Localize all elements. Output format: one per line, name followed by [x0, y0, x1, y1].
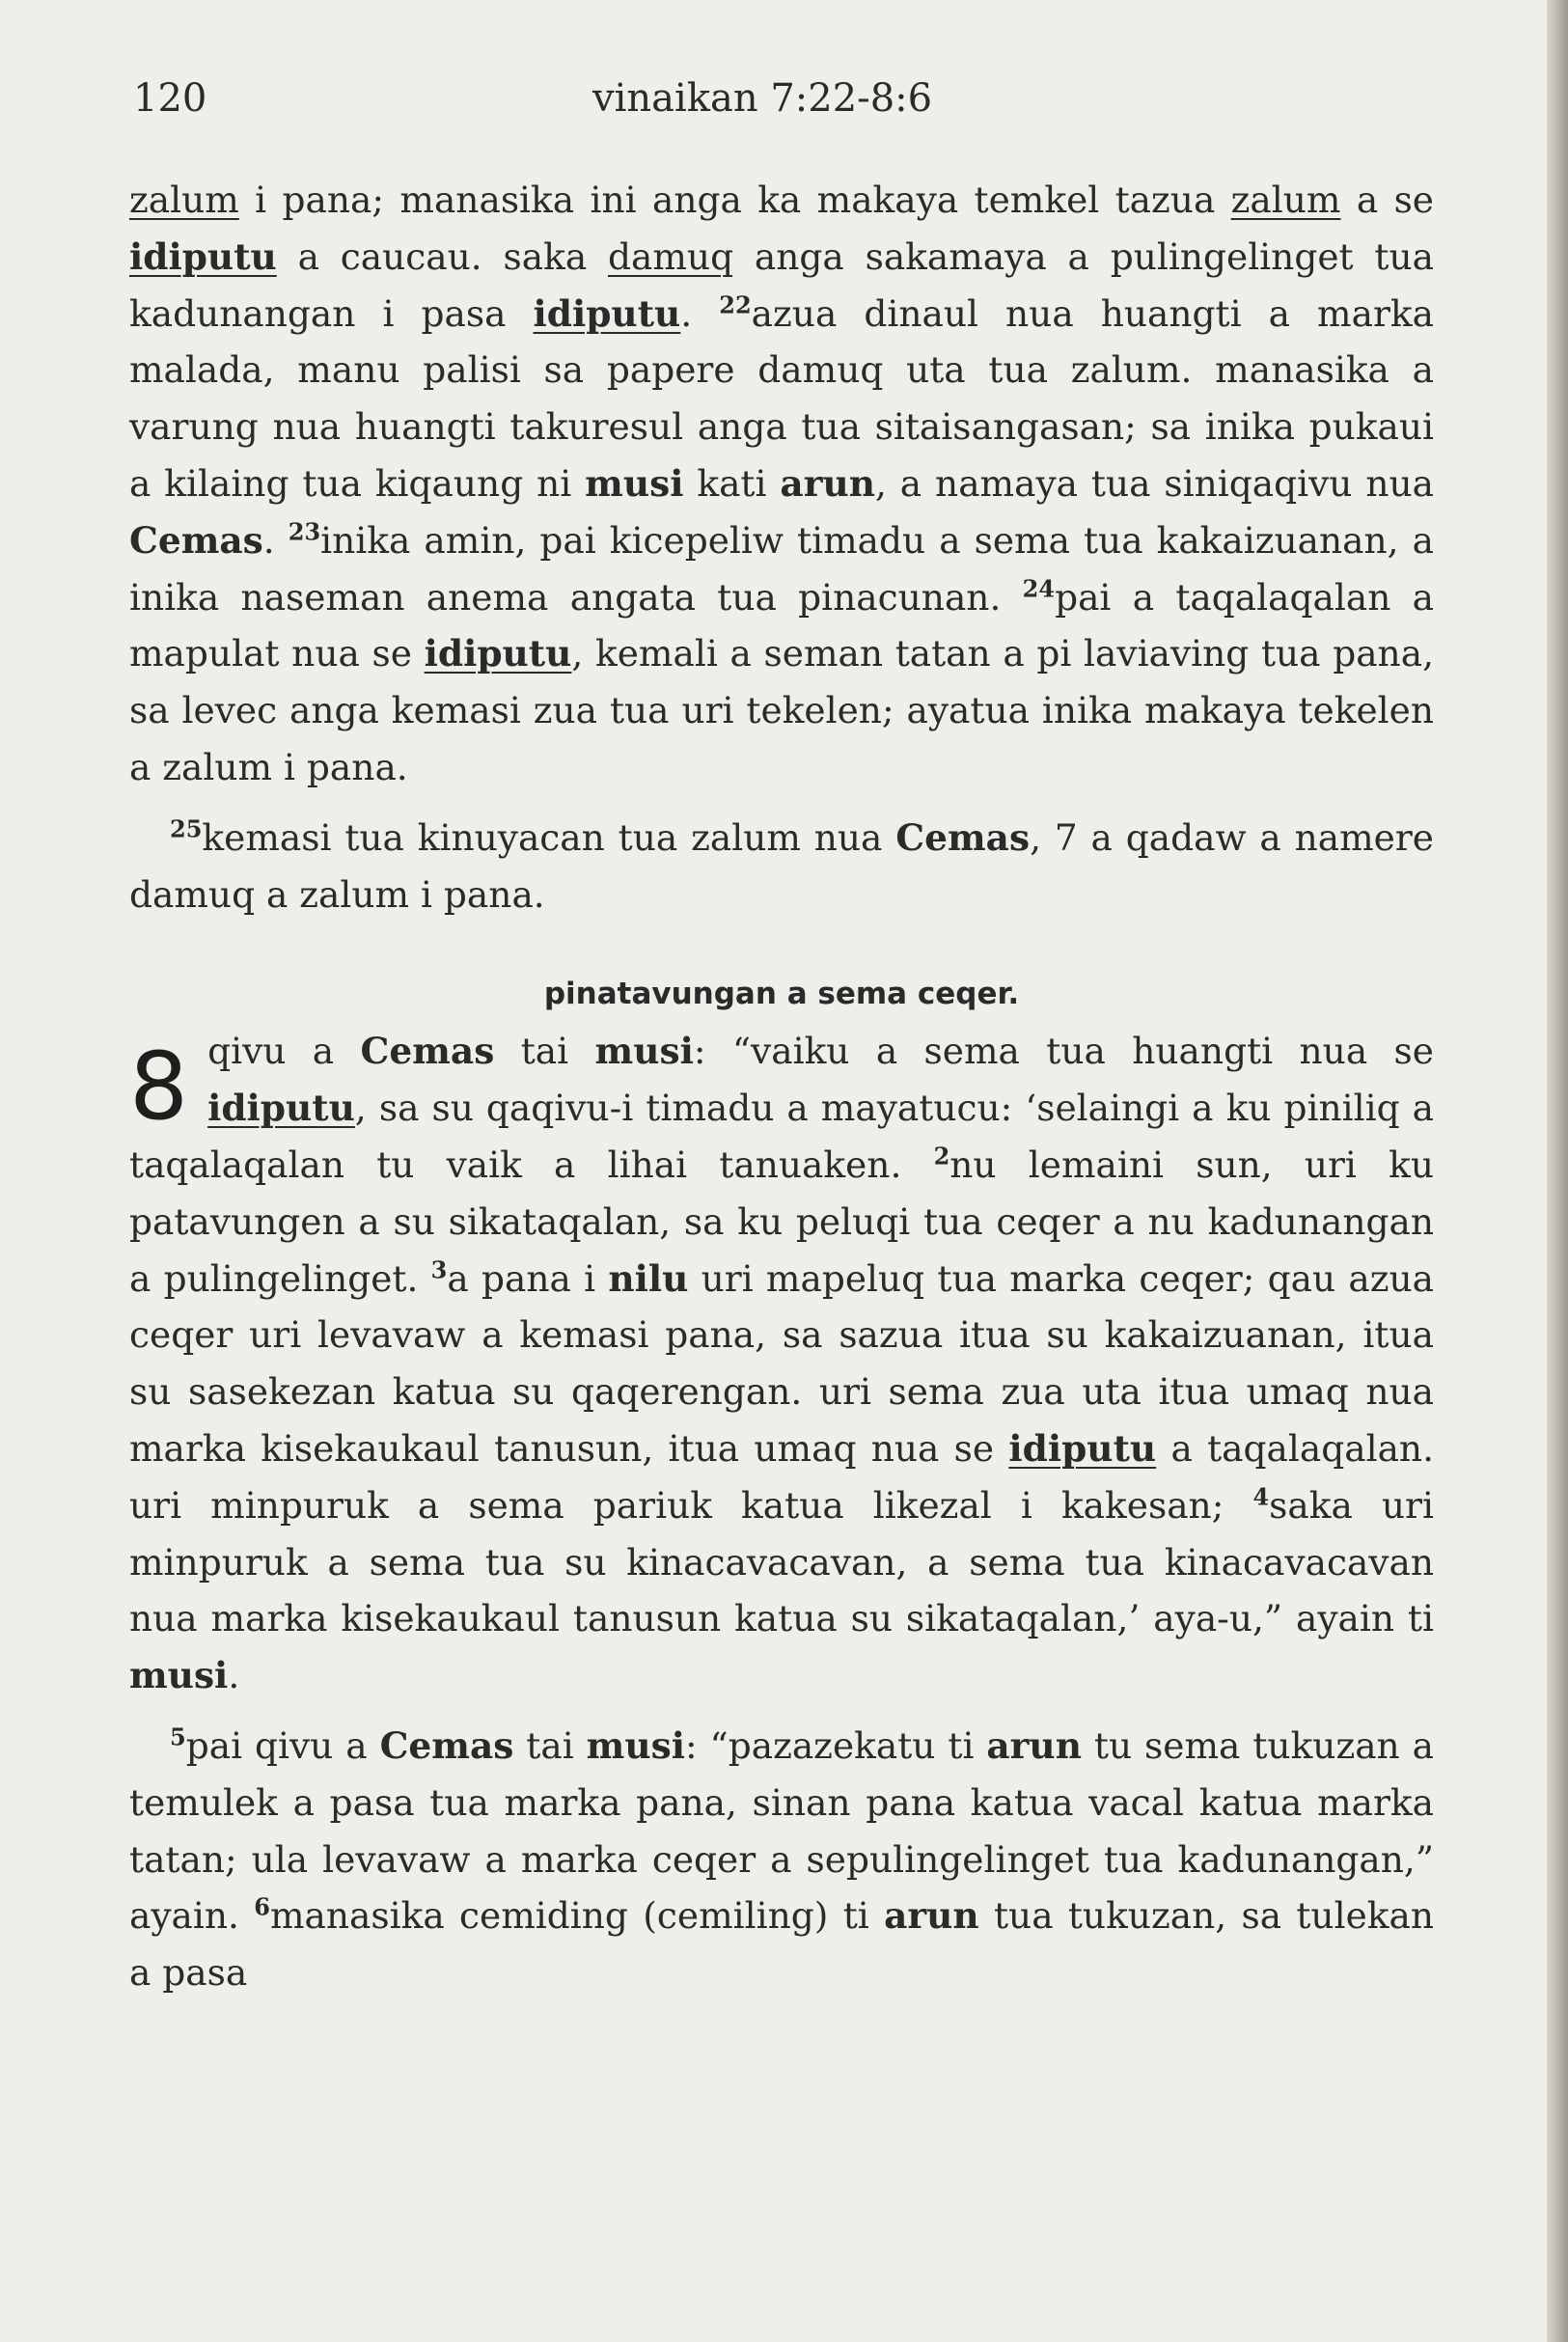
- text-run: pai qivu a: [185, 1723, 380, 1767]
- verse-number: 4: [1252, 1482, 1270, 1511]
- text-run: tai: [513, 1723, 587, 1767]
- bold-term: idiputu: [207, 1087, 355, 1130]
- text-run: nu lemaini sun, uri ku patavungen a su sikataqalan, sa ku peluqi tua ceqer a nu kadunangan a pulingelinget.: [129, 1143, 1434, 1300]
- underlined-term: damuq: [608, 234, 734, 278]
- bold-term: musi: [586, 1723, 685, 1767]
- bold-term: arun: [986, 1723, 1082, 1767]
- text-run: , sa su qaqivu-i timadu a mayatucu: ‘selaingi a ku piniliq a taqalaqalan tu vaik a lihai tanuaken.: [129, 1087, 1434, 1186]
- text-run: pai a taqalaqalan a mapulat nua se: [129, 575, 1434, 675]
- verse-number: 3: [430, 1255, 448, 1284]
- text-run: i pana; manasika ini anga ka makaya temkel tazua: [238, 179, 1231, 221]
- verse-number: 6: [254, 1892, 270, 1921]
- bold-term: arun: [884, 1894, 979, 1938]
- underlined-term: zalum: [129, 179, 239, 221]
- text-run: a pana i: [447, 1256, 609, 1300]
- running-title: vinaikan 7:22-8:6: [592, 76, 933, 121]
- text-run: anga sakamaya a pulingelinget tua kadunangan i pasa: [129, 234, 1434, 335]
- bold-term: nilu: [608, 1256, 689, 1300]
- paragraph: [129, 1718, 1434, 2001]
- text-run: azua dinaul nua huangti a marka malada, manu palisi sa papere damuq uta tua zalum. manasika a varung nua huangti takuresul anga tua sitaisangasan; sa inika pukaui a kilaing tua kiqaung ni: [129, 291, 1434, 505]
- underlined-term: zalum: [1230, 179, 1341, 221]
- bold-term: musi: [585, 461, 684, 505]
- verse-number: 22: [719, 290, 752, 319]
- text-run: .: [680, 291, 720, 335]
- bold-term: musi: [594, 1030, 694, 1073]
- text-run: a se: [1340, 179, 1435, 221]
- bold-term: musi: [129, 1654, 229, 1697]
- bold-term: Cemas: [360, 1030, 495, 1073]
- text-run: kati: [683, 461, 781, 505]
- bold-term: Cemas: [129, 518, 263, 562]
- body-text: [129, 172, 1434, 2001]
- text-run: : “pazazekatu ti: [684, 1723, 987, 1767]
- text-run: qivu a: [207, 1030, 361, 1073]
- text-run: manasika cemiding (cemiling) ti: [269, 1894, 885, 1938]
- page-number: 120: [133, 76, 207, 121]
- bold-term: Cemas: [379, 1723, 514, 1767]
- chapter-block: [129, 1023, 1434, 1704]
- text-run: .: [262, 518, 289, 562]
- text-run: uri mapeluq tua marka ceqer; qau azua ceqer uri levavaw a kemasi pana, sa sazua itua su kakaizuanan, itua su sasekezan katua su qaqerengan. uri sema zua uta itua umaq nua marka kisekaukaul tanusun, itua umaq nua se: [129, 1256, 1434, 1470]
- bold-term: idiputu: [424, 632, 572, 675]
- page-header: [133, 69, 1436, 127]
- section-heading: pinatavungan a sema ceqer.: [543, 977, 1020, 1012]
- text-run: tai: [494, 1030, 595, 1073]
- text-run: saka uri minpuruk a sema tua su kinacavacavan, a sema tua kinacavacavan nua marka kisekaukaul tanusun katua su sikataqalan,’ aya-u,” ayain ti: [129, 1483, 1434, 1640]
- bold-term: idiputu: [129, 234, 277, 278]
- bold-term: idiputu: [1008, 1426, 1157, 1470]
- bold-term: idiputu: [533, 291, 681, 335]
- bold-term: arun: [780, 461, 875, 505]
- text-run: , kemali a seman tatan a pi laviaving tua pana, sa levec anga kemasi zua tua uri tekelen; ayatua inika makaya tekelen a zalum i pana.: [129, 632, 1434, 788]
- text-run: a taqalaqalan. uri minpuruk a sema pariuk katua likezal i kakesan;: [129, 1426, 1434, 1527]
- verse-number: 23: [288, 517, 321, 546]
- text-run: a caucau. saka: [276, 234, 609, 278]
- text-run: inika amin, pai kicepeliw timadu a sema tua kakaizuanan, a inika naseman anema angata tua pinacunan.: [129, 518, 1434, 619]
- text-run: .: [228, 1654, 240, 1697]
- verse-number: 2: [933, 1142, 950, 1171]
- chapter-number: 8: [129, 1033, 189, 1142]
- verse-number: 25: [170, 814, 203, 843]
- page-edge: [1547, 0, 1568, 2342]
- text-run: : “vaiku a sema tua huangti nua se: [693, 1030, 1434, 1073]
- paragraph: [129, 810, 1434, 923]
- text-run: , 7 a qadaw a namere damuq a zalum i pana.: [129, 815, 1434, 916]
- text-run: tu sema tukuzan a temulek a pasa tua marka pana, sinan pana katua vacal katua marka tatan; ula levavaw a marka ceqer a sepulingelinget tua kadunangan,” ayain.: [129, 1723, 1435, 1938]
- text-run: tua tukuzan, sa tulekan a pasa: [129, 1894, 1434, 1995]
- text-run: kemasi tua kinuyacan tua zalum nua: [202, 815, 896, 859]
- bold-term: Cemas: [895, 815, 1031, 859]
- paragraph: [129, 1023, 1434, 1704]
- verse-number: 24: [1022, 574, 1056, 603]
- paragraph: [129, 172, 1434, 796]
- verse-number: 5: [170, 1722, 186, 1751]
- text-run: , a namaya tua siniqaqivu nua: [874, 461, 1434, 505]
